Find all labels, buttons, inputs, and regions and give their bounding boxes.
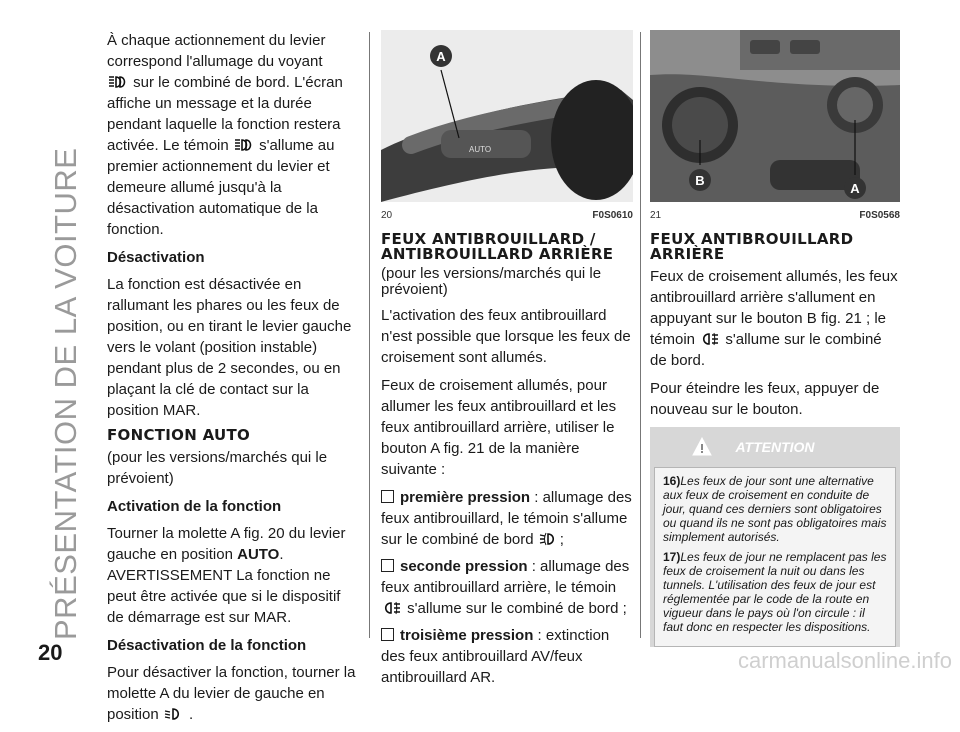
label-auto: AUTO <box>469 145 492 154</box>
deactivation-function-heading: Désactivation de la fonction <box>107 637 307 654</box>
figure-code: F0S0568 <box>859 210 900 221</box>
warning-body <box>654 467 896 647</box>
rear-fog-p1 <box>650 266 900 371</box>
deactivation-text: La fonction est désactivée en rallumant les phares ou les feux de position, ou en tirant le levier gauche vers le volant (position instable) pendant plus de 2 secondes, ou en plaçant la clé de contact sur la position MAR. <box>107 276 352 419</box>
dashboard-illustration <box>650 30 900 202</box>
warning-number: 17) <box>663 550 681 564</box>
sidebar-section-title <box>44 30 84 640</box>
text: À chaque actionnement du levier correspond l'allumage du voyant <box>107 32 326 70</box>
low-beam-icon <box>163 707 185 721</box>
column-1 <box>107 30 357 732</box>
text: . AVERTISSEMENT La fonction ne peut être activée que si le dispositif de démarrage est sur MAR. <box>107 546 341 626</box>
rear-fog-icon <box>381 601 403 615</box>
text: s'allume au premier actionnement du levier et demeure allumé jusqu'à la désactivation automatique de la fonction. <box>107 137 335 238</box>
column-divider <box>640 32 641 638</box>
stalk-illustration <box>381 30 633 202</box>
intro-paragraph <box>107 30 357 240</box>
watermark: carmanualsonline.info <box>737 648 952 673</box>
warning-icon <box>692 437 712 457</box>
text: s'allume sur le combiné de bord ; <box>407 600 627 617</box>
fog-lights-subtitle: (pour les versions/marchés qui le prévoient) <box>381 265 602 298</box>
low-beam-indicator-icon <box>233 138 255 152</box>
warning-item <box>663 474 887 544</box>
figure-number: 21 <box>650 210 662 221</box>
label-b: B <box>695 173 705 188</box>
text: . <box>189 706 194 723</box>
bullet-third-press <box>381 625 633 688</box>
figure-20-stalk <box>381 30 633 202</box>
deactivation-function-text <box>107 662 357 725</box>
rear-fog-p2: Pour éteindre les feux, appuyer de nouveau sur le bouton. <box>650 380 880 418</box>
warning-title: ATTENTION <box>735 438 815 455</box>
text: seconde pression <box>400 558 528 575</box>
auto-label: AUTO <box>237 546 280 563</box>
deactivation-heading: Désactivation <box>107 249 205 266</box>
auto-function-heading: FONCTION AUTO <box>107 426 251 444</box>
text: Tourner la molette A fig. 20 du levier gauche en position <box>107 525 346 563</box>
rear-fog-heading: FEUX ANTIBROUILLARD ARRIÈRE <box>650 230 854 263</box>
warning-text: Les feux de jour ne remplacent pas les feux de croisement la nuit ou dans les tunnels. L'utilisation des feux de jour est réglementée par le code de la route en vigueur dans le pays où l'on circule : il faut donc en respecter les dispositions. <box>663 550 887 634</box>
bullet-square <box>381 628 394 641</box>
figure-number: 20 <box>381 210 393 221</box>
fog-lights-heading: FEUX ANTIBROUILLARD / ANTIBROUILLARD ARRIÈRE <box>381 230 614 263</box>
figure-code: F0S0610 <box>592 210 633 221</box>
auto-subtitle: (pour les versions/marchés qui le prévoient) <box>107 449 328 487</box>
text: ; <box>559 531 564 548</box>
rear-fog-icon <box>699 332 721 346</box>
bullet-square <box>381 559 394 572</box>
bullet-second-press <box>381 556 633 619</box>
figure-20-caption <box>381 205 633 226</box>
warning-box <box>650 427 900 647</box>
column-divider <box>369 32 370 638</box>
text: première pression <box>400 489 531 506</box>
text: sur le combiné de bord. L'écran affiche un message et la durée pendant laquelle la fonction restera activée. Le témoin <box>107 74 343 154</box>
text: : extinction des feux antibrouillard AV/feux antibrouillard AR. <box>381 627 610 686</box>
front-fog-icon <box>538 532 560 546</box>
figure-21-dashboard <box>650 30 900 202</box>
low-beam-indicator-icon <box>107 75 129 89</box>
activation-text <box>107 523 357 628</box>
label-a: A <box>436 49 446 64</box>
bullet-square <box>381 490 394 503</box>
text: Feux de croisement allumés, les feux antibrouillard arrière s'allument en appuyant sur le bouton B fig. 21 ; le témoin <box>650 268 898 348</box>
sidebar-title-text: PRÉSENTATION DE LA VOITURE <box>48 147 83 640</box>
bullet-first-press <box>381 487 633 550</box>
warning-header <box>650 427 900 467</box>
figure-21-caption <box>650 205 900 226</box>
text: : allumage des feux antibrouillard arrière, le témoin <box>381 558 630 596</box>
text: : allumage des feux antibrouillard, le témoin s'allume sur le combiné de bord <box>381 489 632 548</box>
label-a: A <box>850 181 860 196</box>
fog-lights-p1: L'activation des feux antibrouillard n'est possible que lorsque les feux de croisement sont allumés. <box>381 307 631 366</box>
column-3 <box>650 30 900 651</box>
warning-item <box>663 550 887 634</box>
page-number: 20 <box>38 640 63 665</box>
fog-lights-p2: Feux de croisement allumés, pour allumer les feux antibrouillard et les feux antibrouillard arrière, utiliser le bouton A fig. 21 de la manière suivante : <box>381 377 617 478</box>
warning-number: 16) <box>663 474 681 488</box>
warning-text: Les feux de jour sont une alternative aux feux de croisement en conduite de jour, quand ces derniers sont obligatoires ou quand ils ne sont pas obligatoires mais simplement autorisés. <box>663 474 887 544</box>
activation-heading: Activation de la fonction <box>107 498 282 515</box>
text: s'allume sur le combiné de bord. <box>650 331 882 369</box>
text: Pour désactiver la fonction, tourner la molette A du levier de gauche en position <box>107 664 356 723</box>
column-2 <box>381 30 633 694</box>
text: troisième pression <box>400 627 534 644</box>
